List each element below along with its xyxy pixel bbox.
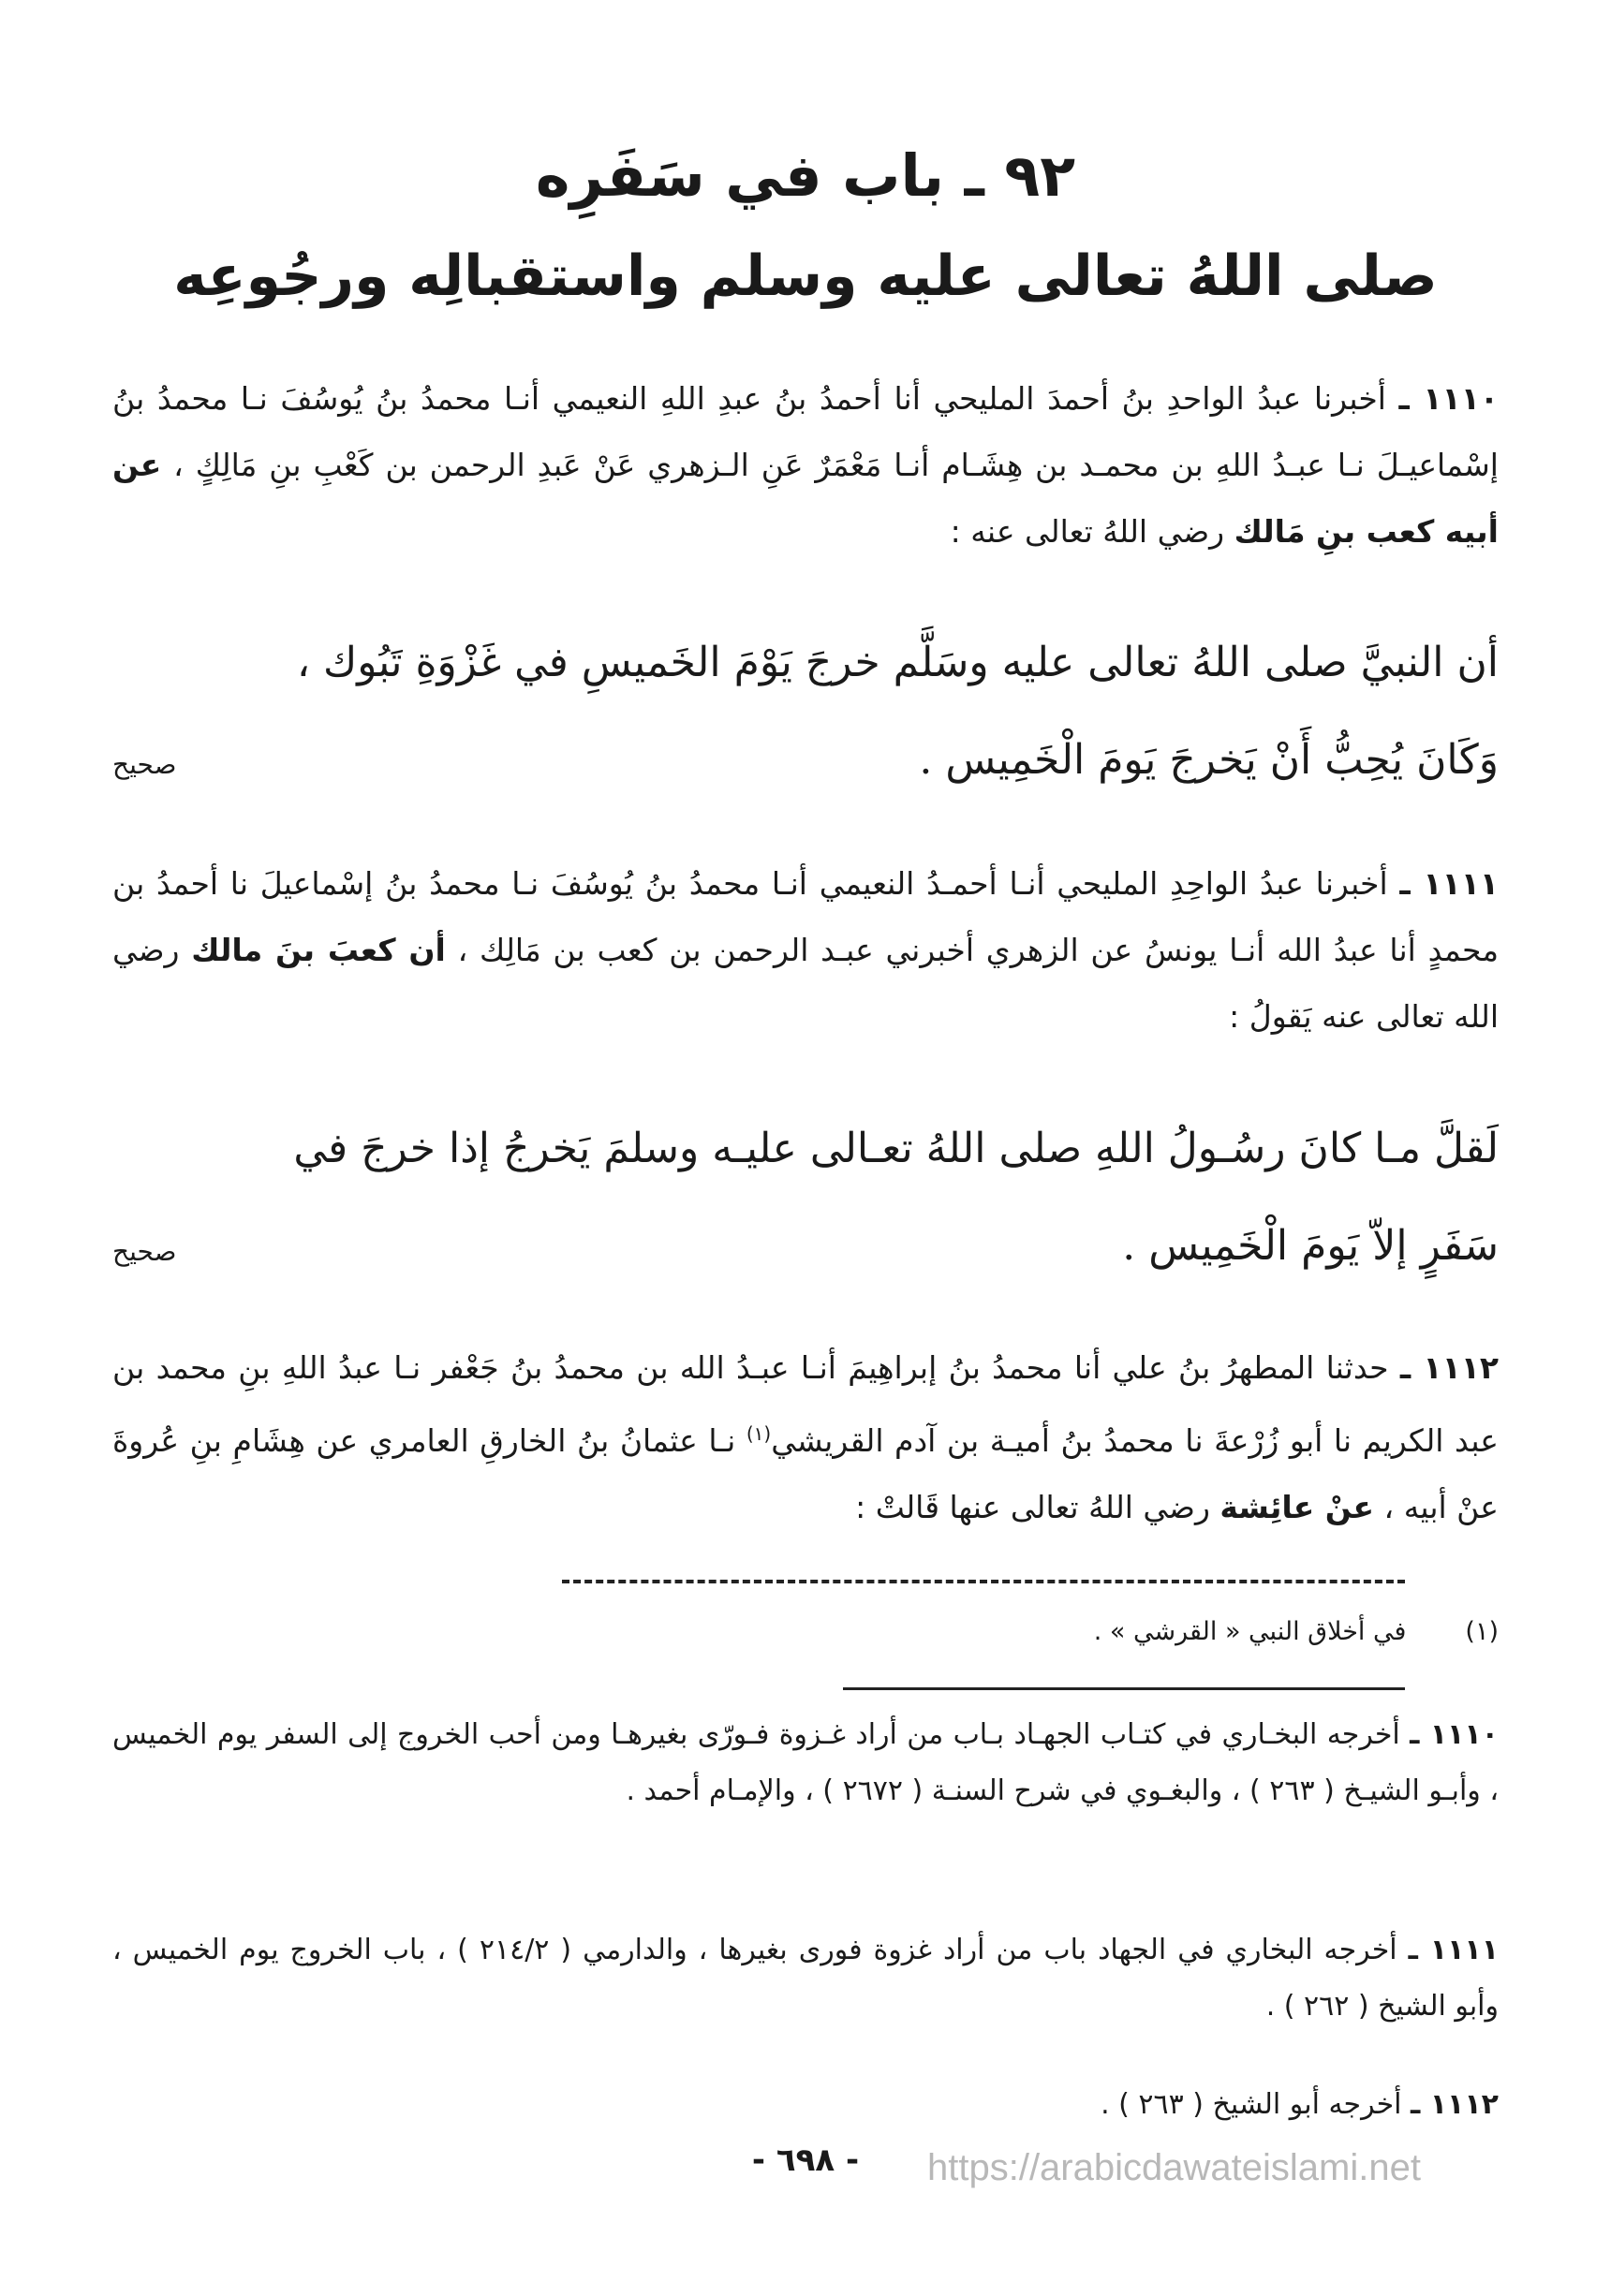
dashed-separator (562, 1580, 1405, 1583)
narrator-name: عن أبيه كعب بنِ مَالك (112, 447, 1499, 550)
hadith-1111-grade: صحيح (112, 1236, 177, 1267)
page-number: - ٦٩٨ - (751, 2141, 860, 2179)
takhrij-number: ١١١٢ ـ (1411, 2088, 1499, 2121)
hadith-1111-matn: لَقلَّ مـا كانَ رسُـولُ اللهِ صلى اللهُ تعـالى عليـه وسلمَ يَخرجُ إذا خرجَ في سَفَرٍ إلاّ يَومَ الْخَمِيس . (293, 1125, 1499, 1270)
takhrij-1111 (112, 1922, 1499, 2035)
takhrij-1112 (112, 2077, 1499, 2133)
watermark-url: https://arabicdawateislami.net (927, 2147, 1421, 2188)
footnote-marker: (١) (1465, 1617, 1499, 1646)
hadith-number: ١١١٢ ـ (1399, 1349, 1499, 1386)
chapter-subtitle: صلى اللهُ تعالى عليه وسلم واستقبالِه ورجُوعِه (173, 243, 1438, 309)
footnote (112, 1613, 1499, 1651)
hadith-1110-grade: صحيح (112, 749, 177, 780)
takhrij-text: أخرجه أبو الشيخ ( ٢٦٣ ) . (1101, 2088, 1402, 2121)
isnad-text-end: رضي الله تعالى عنه يَقولُ : (112, 932, 1499, 1035)
narrator-name: عنْ عائِشة (1219, 1489, 1375, 1525)
section-rule (843, 1687, 1405, 1690)
isnad-text-end: رضي اللهُ تعالى عنها قَالتْ : (855, 1489, 1210, 1525)
takhrij-text: أخرجه البخاري في الجهاد باب من أراد غزوة فورى بغيرها ، والدارمي ( ٢١٤/٢ ) ، باب الخروج يوم الخميس ، وأبو الشيخ ( ٢٦٢ ) . (112, 1934, 1499, 2023)
footnote-text: في أخلاق النبي « القرشي » . (1093, 1617, 1407, 1646)
isnad-text: حدثنا المطهرُ بنُ علي أنا محمدُ بنُ إبراهِيمَ أنـا عبـدُ الله بن محمدُ بنُ جَعْفر نـا عبدُ اللهِ بنِ محمد بن عبد الكريم نا أبو زُرْعةَ نا محمدُ بنُ أميـة بن آدم القريشي (112, 1349, 1499, 1459)
takhrij-1110 (112, 1707, 1499, 1819)
isnad-text-end: رضي اللهُ تعالى عنه : (950, 513, 1225, 550)
takhrij-number: ١١١١ ـ (1408, 1934, 1500, 1966)
isnad-text: أخبرنا عبدُ الواحِدِ المليحي أنـا أحمـدُ النعيمي أنـا محمدُ بنُ يُوسُفَ نـا محمدُ بنُ إسْماعيلَ نا أحمدُ بن محمدٍ أنا عبدُ الله أنـا يونسُ عن الزهري أخبرني عبـد الرحمن بن كعب بن مَالِك ، (112, 865, 1499, 968)
hadith-number: ١١١١ ـ (1399, 865, 1499, 902)
takhrij-text: أخرجه البخـاري في كتـاب الجهـاد بـاب من أراد غـزوة فـورّى بغيرهـا ومن أحب الخروج إلى السفر يوم الخميس ، وأبـو الشيـخ ( ٢٦٣ ) ، والبغـوي في شرح السنـة ( ٢٦٧٢ ) ، والإمـام أحمد . (112, 1718, 1499, 1807)
chapter-title: ٩٢ ـ باب في سَفَرِه (535, 141, 1076, 210)
footnote-ref: (١) (746, 1422, 772, 1445)
hadith-1110-matn: أن النبيَّ صلى اللهُ تعالى عليه وسَلَّم خرجَ يَوْمَ الخَميسِ في غَزْوَةِ تَبُوك ، وَكَانَ يُحِبُّ أَنْ يَخرجَ يَومَ الْخَمِيس . (296, 639, 1499, 784)
narrator-name: أن كعبَ بنَ مالك (191, 932, 446, 968)
isnad-text: أخبرنا عبدُ الواحدِ بنُ أحمدَ المليحي أنا أحمدُ بنُ عبدِ اللهِ النعيمي أنـا محمدُ بنُ يُوسُفَ نـا محمدُ بنُ إسْماعيـلَ نـا عبـدُ اللهِ بن محمـد بن هِشَـام أنـا مَعْمَرٌ عَنِ الـزهري عَنْ عَبدِ الرحمن بن كَعْبِ بنِ مَالِكٍ ، (112, 380, 1499, 483)
hadith-1110-isnad (112, 365, 1499, 565)
hadith-1112-isnad (112, 1334, 1499, 1540)
takhrij-number: ١١١٠ ـ (1410, 1718, 1499, 1751)
hadith-1111-isnad (112, 850, 1499, 1050)
hadith-number: ١١١٠ ـ (1398, 380, 1499, 417)
isnad-text-cont: نـا عثمانُ بنُ الخارقِ العامري عن هِشَامِ بنِ عُروةَ عنْ أبيه ، (112, 1422, 1499, 1525)
